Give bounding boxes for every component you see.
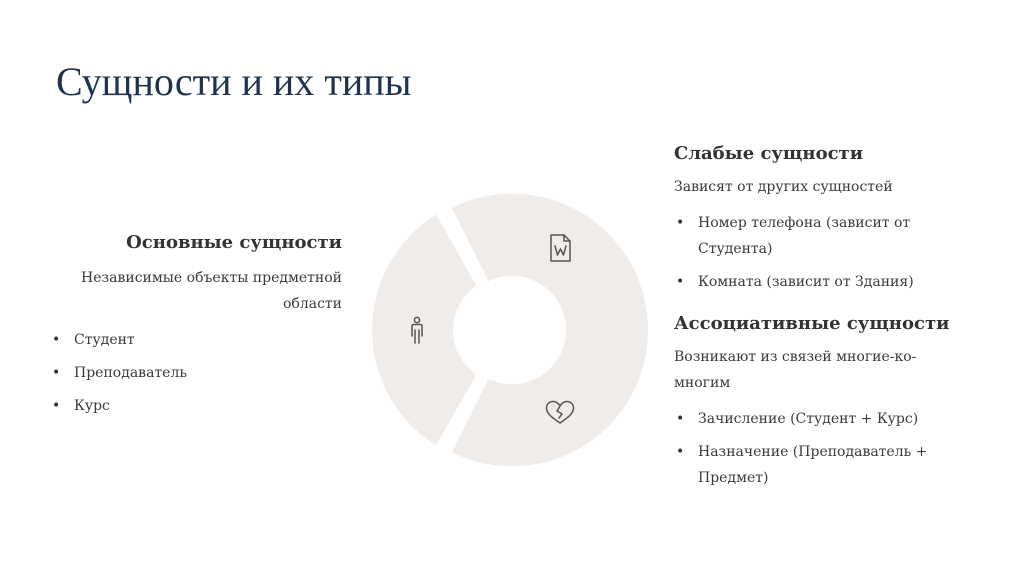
list-item: • Номер телефона (зависит от Студента)	[674, 210, 934, 262]
main-entities-list	[50, 327, 342, 419]
ring-segment-associative	[452, 330, 648, 466]
associative-entities-heading: Ассоциативные сущности	[674, 313, 950, 334]
main-entities-heading: Основные сущности	[126, 232, 342, 253]
list-item: • Преподаватель	[50, 360, 342, 386]
list-item: • Студент	[50, 327, 342, 353]
main-entities-description: Независимые объекты предметной области	[81, 270, 342, 312]
list-item: • Комната (зависит от Здания)	[674, 269, 934, 295]
weak-entities-block	[674, 143, 934, 295]
associative-entities-description: Возникают из связей многие-ко-многим	[674, 349, 917, 391]
list-item: • Курс	[50, 393, 342, 419]
page-title: Сущности и их типы	[56, 59, 412, 104]
weak-entities-heading: Слабые сущности	[674, 143, 864, 164]
list-item: • Назначение (Преподаватель + Предмет)	[674, 439, 934, 491]
associative-entities-block	[674, 313, 950, 491]
weak-entities-list	[674, 210, 934, 295]
main-entities-block	[50, 232, 342, 426]
weak-entities-description: Зависят от других сущностей	[674, 179, 893, 195]
right-column	[674, 143, 950, 498]
list-item: • Зачисление (Студент + Курс)	[674, 406, 934, 432]
ring-segment-weak	[452, 194, 648, 330]
ring-segment-main	[372, 215, 476, 446]
associative-entities-list	[674, 406, 934, 491]
